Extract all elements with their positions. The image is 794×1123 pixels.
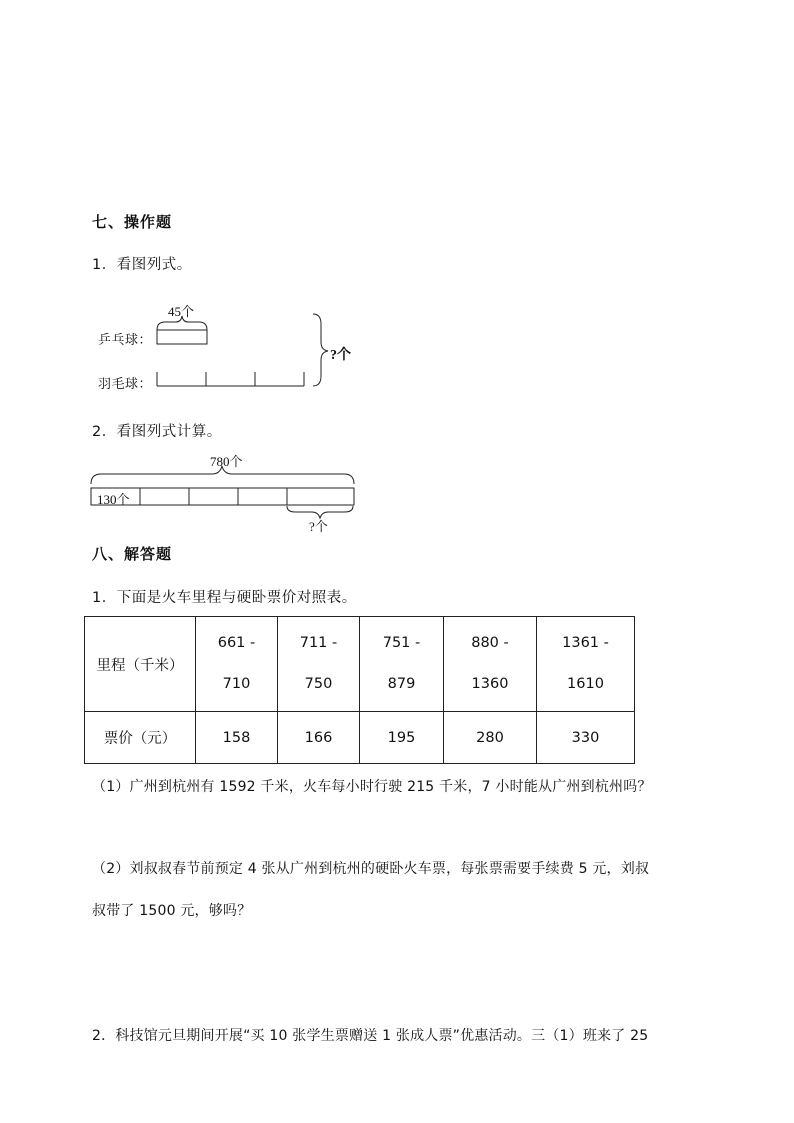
range-to: 1610 [567, 676, 604, 692]
sub-question-2-line-2: 叔带了 1500 元，够吗？ [92, 903, 252, 919]
total-count-label: 780个 [210, 454, 243, 469]
table-row-price [85, 712, 635, 764]
price-cell: 195 [360, 712, 444, 764]
section-7-heading: 七、操作题 [92, 213, 173, 231]
sub-question-2-line-1: （2）刘叔叔春节前预定 4 张从广州到杭州的硬卧火车票，每张票需要手续费 5 元，刘叔 [92, 861, 650, 877]
price-cell: 330 [537, 712, 635, 764]
distance-cell [360, 617, 444, 712]
range-to: 750 [304, 676, 333, 692]
price-header: 票价（元） [85, 712, 196, 764]
unknown-segment-label: ?个 [309, 519, 328, 534]
question-7-2-text: 2．看图列式计算。 [92, 424, 222, 440]
first-segment-label: 130个 [97, 492, 130, 507]
range-from: 661 - [217, 635, 256, 651]
distance-cell [278, 617, 360, 712]
bar2-outline [91, 488, 354, 505]
price-cell: 280 [444, 712, 537, 764]
pingpong-label: 乒乓球： [98, 333, 153, 348]
distance-header: 里程（千米） [85, 617, 196, 712]
range-from: 751 - [382, 635, 421, 651]
range-from: 1361 - [562, 635, 609, 651]
fare-table [84, 616, 635, 764]
distance-cell [444, 617, 537, 712]
price-cell: 158 [196, 712, 278, 764]
sub-question-1: （1）广州到杭州有 1592 千米，火车每小时行驶 215 千米，7 小时能从广州到杭州吗？ [92, 779, 652, 795]
distance-cell [196, 617, 278, 712]
question-8-2-text: 2．科技馆元旦期间开展“买 10 张学生票赠送 1 张成人票”优惠活动。三（1）班来了 25 [92, 1028, 649, 1044]
distance-cell [537, 617, 635, 712]
section-8-heading: 八、解答题 [92, 545, 173, 563]
range-from: 711 - [299, 635, 338, 651]
range-to: 1360 [471, 676, 509, 692]
range-to: 879 [387, 676, 416, 692]
range-to: 710 [222, 676, 251, 692]
question-7-1-text: 1．看图列式。 [92, 257, 192, 273]
pingpong-count-label: 45个 [168, 304, 195, 319]
question-8-1-text: 1．下面是火车里程与硬卧票价对照表。 [92, 590, 357, 606]
table-row-distance [85, 617, 635, 712]
price-cell: 166 [278, 712, 360, 764]
total-question-label: ?个 [330, 348, 351, 363]
badminton-label: 羽毛球： [98, 377, 153, 392]
range-from: 880 - [471, 635, 509, 651]
